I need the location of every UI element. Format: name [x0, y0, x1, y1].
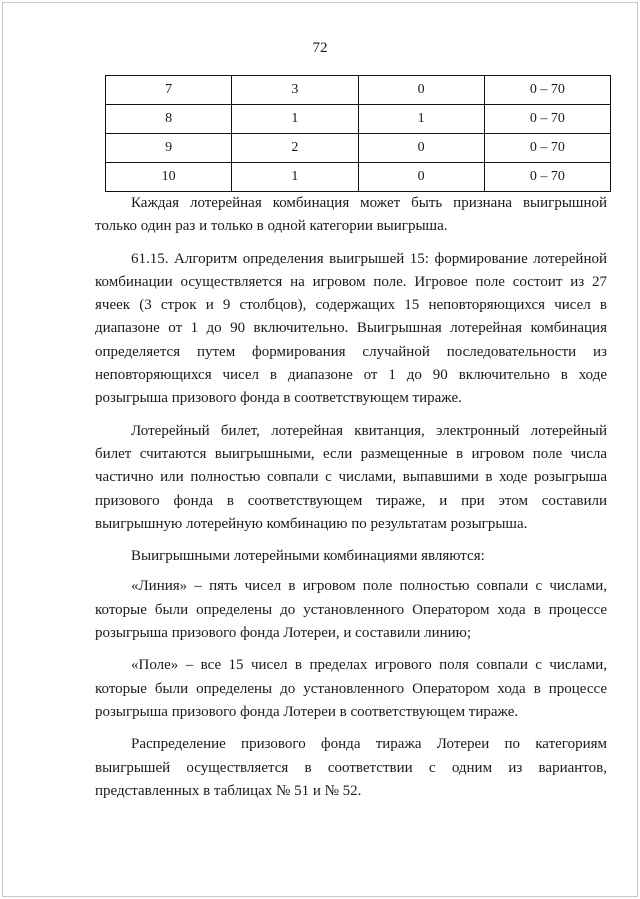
table-cell: 3 — [232, 76, 358, 105]
paragraph: 61.15. Алгоритм определения выигрышей 15: формирование лотерейной комбинации осуществляется на игровом поле. Игровое поле состоит из 27 ячеек (3 строк и 9 столбцов), содержащих 15 неповторяющихся чисел в диапазоне от 1 до 90 включительно. Выигрышная лотерейная комбинация определяется путем формирования случайной последовательности из неповторяющихся чисел в диапазоне от 1 до 90 включительно в ходе розыгрыша призового фонда в соответствующем тираже. — [95, 250, 607, 407]
paragraph: Каждая лотерейная комбинация может быть признана выигрышной только один раз и только в одной категории выигрыша. — [95, 195, 607, 235]
table-cell: 0 — [358, 134, 484, 163]
table-cell: 0 – 70 — [484, 163, 610, 192]
table-cell: 10 — [106, 163, 232, 192]
table-row — [106, 76, 611, 105]
table-row — [106, 163, 611, 192]
table-cell: 2 — [232, 134, 358, 163]
table-row — [106, 134, 611, 163]
paragraph: Распределение призового фонда тиража Лотереи по категориям выигрышей осуществляется в соответствии с одним из вариантов, представленных в таблицах № 51 и № 52. — [95, 736, 607, 799]
table-cell: 1 — [358, 105, 484, 134]
table-cell: 0 — [358, 163, 484, 192]
table-cell: 7 — [106, 76, 232, 105]
table-cell: 0 — [358, 76, 484, 105]
table-cell: 1 — [232, 163, 358, 192]
table-cell: 8 — [106, 105, 232, 134]
table-cell: 1 — [232, 105, 358, 134]
page-number: 72 — [312, 40, 328, 56]
table-cell: 9 — [106, 134, 232, 163]
table-cell: 0 – 70 — [484, 134, 610, 163]
paragraph: Выигрышными лотерейными комбинациями являются: — [131, 548, 485, 565]
table-row — [106, 105, 611, 134]
prize-distribution-table — [105, 75, 611, 192]
paragraph: «Линия» – пять чисел в игровом поле полностью совпали с числами, которые были определены до установленного Оператором хода в процессе розыгрыша призового фонда Лотереи, и составили линию; — [95, 578, 607, 642]
table-cell: 0 – 70 — [484, 76, 610, 105]
paragraph: Лотерейный билет, лотерейная квитанция, электронный лотерейный билет считаются выигрышными, если размещенные в игровом поле числа частично или полностью совпали с числами, выпавшими в ходе розыгрыша призового фонда в соответствующем тираже, и при этом составили выигрышную лотерейную комбинацию по результатам розыгрыша. — [95, 422, 607, 532]
table-cell: 0 – 70 — [484, 105, 610, 134]
document-body — [95, 192, 607, 812]
paragraph: «Поле» – все 15 чисел в пределах игрового поля совпали с числами, которые были определены до установленного Оператором хода в процессе розыгрыша призового фонда Лотереи в соответствующем тираже. — [95, 657, 607, 720]
